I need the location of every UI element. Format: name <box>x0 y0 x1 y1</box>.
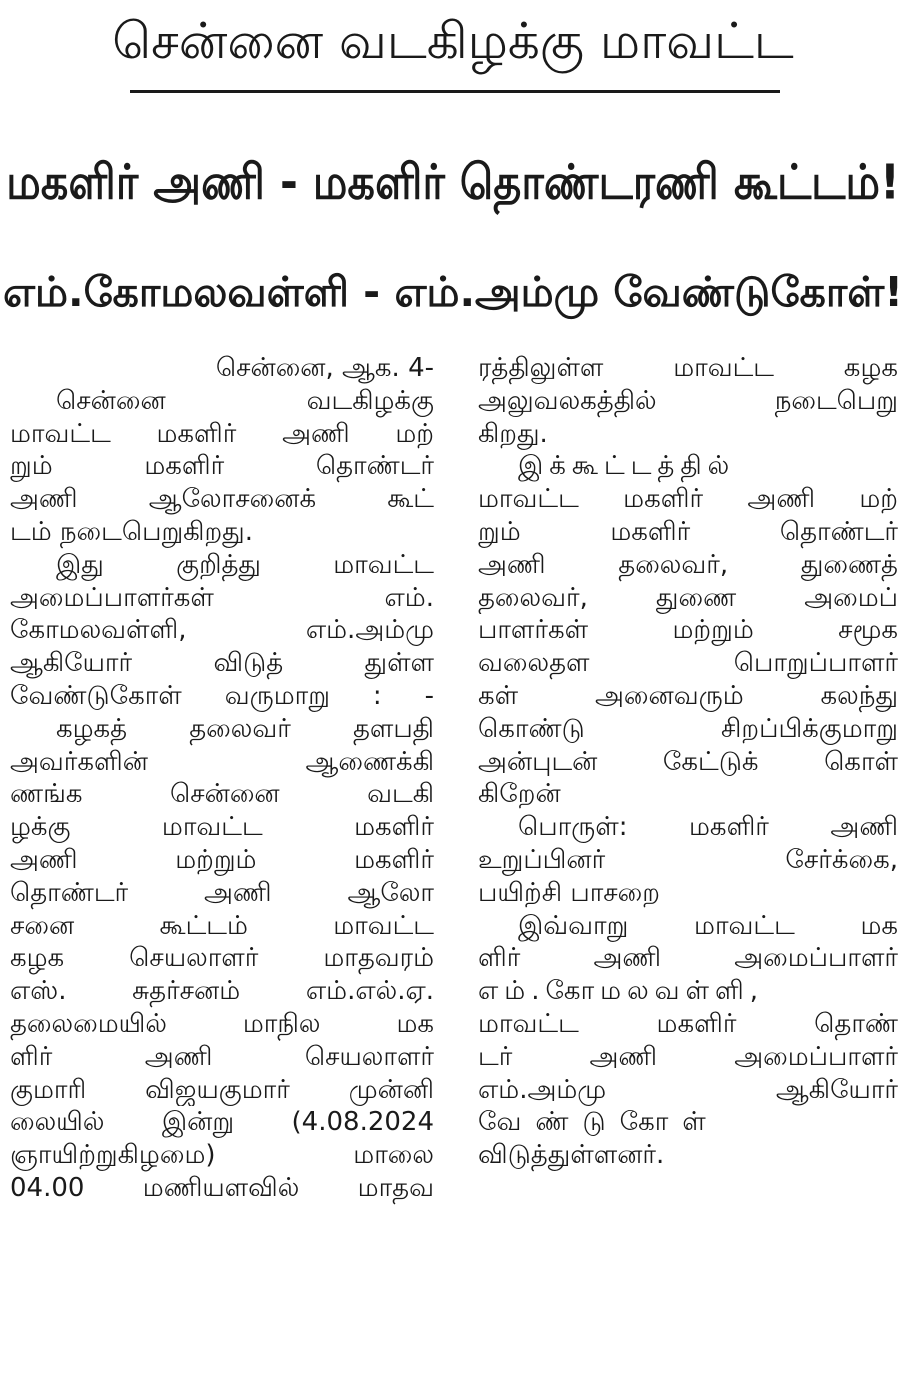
body-line: சனை கூட்டம் மாவட்ட <box>10 910 434 941</box>
heading-divider <box>130 90 780 93</box>
body-line: சென்னை, ஆக. 4- <box>215 353 434 383</box>
body-line: அணி தலைவர், துணைத் <box>478 549 898 580</box>
body-line: கோமலவள்ளி, எம்.அம்மு <box>10 615 434 646</box>
article-column-left <box>10 352 434 1205</box>
body-line: லையில் இன்று (4.08.2024 <box>10 1107 434 1138</box>
body-line: வேண்டுகோள் வருமாறு : - <box>10 680 434 711</box>
body-line: ரத்திலுள்ள மாவட்ட கழக <box>478 353 898 383</box>
body-line: மாவட்ட மகளிர் அணி மற் <box>478 484 898 515</box>
body-line: எம்.அம்மு ஆகியோர் <box>478 1074 898 1105</box>
body-line: எம்.கோமலவள்ளி, <box>478 976 765 1007</box>
body-line: றும் மகளிர் தொண்டர் <box>478 516 898 547</box>
body-line: அவர்களின் ஆணைக்கி <box>10 746 434 777</box>
body-line: ணங்க சென்னை வடகி <box>10 779 434 810</box>
body-line: கிறேன் <box>478 779 561 810</box>
body-line: கொண்டு சிறப்பிக்குமாறு <box>478 713 898 744</box>
body-line: அணி ஆலோசனைக் கூட் <box>10 484 434 515</box>
body-line: எஸ். சுதர்சனம் எம்.எல்.ஏ. <box>10 976 434 1007</box>
body-line: இது குறித்து மாவட்ட <box>56 549 434 580</box>
body-line: மாவட்ட மகளிர் அணி மற் <box>10 418 434 449</box>
body-line: தலைமையில் மாநில மக <box>10 1008 434 1039</box>
body-line: உறுப்பினர் சேர்க்கை, <box>478 844 898 875</box>
body-line: 04.00 மணியளவில் மாதவ <box>10 1172 434 1203</box>
body-line: பொருள்: மகளிர் அணி <box>518 812 898 843</box>
body-line: றும் மகளிர் தொண்டர் <box>10 451 434 482</box>
body-line: கழகத் தலைவர் தளபதி <box>56 713 434 744</box>
body-line: ஆகியோர் விடுத் துள்ள <box>10 648 434 679</box>
body-line: வலைதள பொறுப்பாளர் <box>478 648 898 679</box>
body-line: டம் நடைபெறுகிறது. <box>10 516 253 547</box>
body-line: கிறது. <box>478 418 548 449</box>
body-line: விடுத்துள்ளனர். <box>478 1140 665 1171</box>
body-line: கள் அனைவரும் கலந்து <box>478 680 898 711</box>
body-line: சென்னை வடகிழக்கு <box>56 385 434 416</box>
article-column-right <box>478 352 898 1172</box>
headline: மகளிர் அணி - மகளிர் தொண்டரணி கூட்டம்! <box>6 154 900 211</box>
kicker-heading: சென்னை வடகிழக்கு மாவட்ட <box>112 12 794 70</box>
body-line: அன்புடன் கேட்டுக் கொள் <box>478 746 898 777</box>
body-line: குமாரி விஜயகுமார் முன்னி <box>10 1074 434 1105</box>
body-line: ஞாயிற்றுகிழமை) மாலை <box>10 1140 434 1171</box>
body-line: ளிர் அணி செயலாளர் <box>10 1041 434 1072</box>
subheadline: எம்.கோமலவள்ளி - எம்.அம்மு வேண்டுகோள்! <box>3 268 903 316</box>
body-line: பயிற்சி பாசறை <box>478 877 660 908</box>
body-line: தொண்டர் அணி ஆலோ <box>10 877 434 908</box>
body-line: பாளர்கள் மற்றும் சமூக <box>478 615 898 646</box>
body-line: கழக செயலாளர் மாதவரம் <box>10 943 434 974</box>
body-line: தலைவர், துணை அமைப் <box>478 582 898 613</box>
body-line: அமைப்பாளர்கள் எம். <box>10 582 434 613</box>
body-line: இவ்வாறு மாவட்ட மக <box>518 910 898 941</box>
body-line: டர் அணி அமைப்பாளர் <box>478 1041 898 1072</box>
body-line: ழக்கு மாவட்ட மகளிர் <box>10 812 434 843</box>
body-line: ளிர் அணி அமைப்பாளர் <box>478 943 898 974</box>
body-line: மாவட்ட மகளிர் தொண் <box>478 1008 898 1039</box>
body-line: அலுவலகத்தில் நடைபெறு <box>478 385 898 416</box>
body-line: இக்கூட்டத்தில் <box>518 451 736 482</box>
body-line: அணி மற்றும் மகளிர் <box>10 844 434 875</box>
body-line: வேண்டுகோள் <box>478 1107 720 1138</box>
